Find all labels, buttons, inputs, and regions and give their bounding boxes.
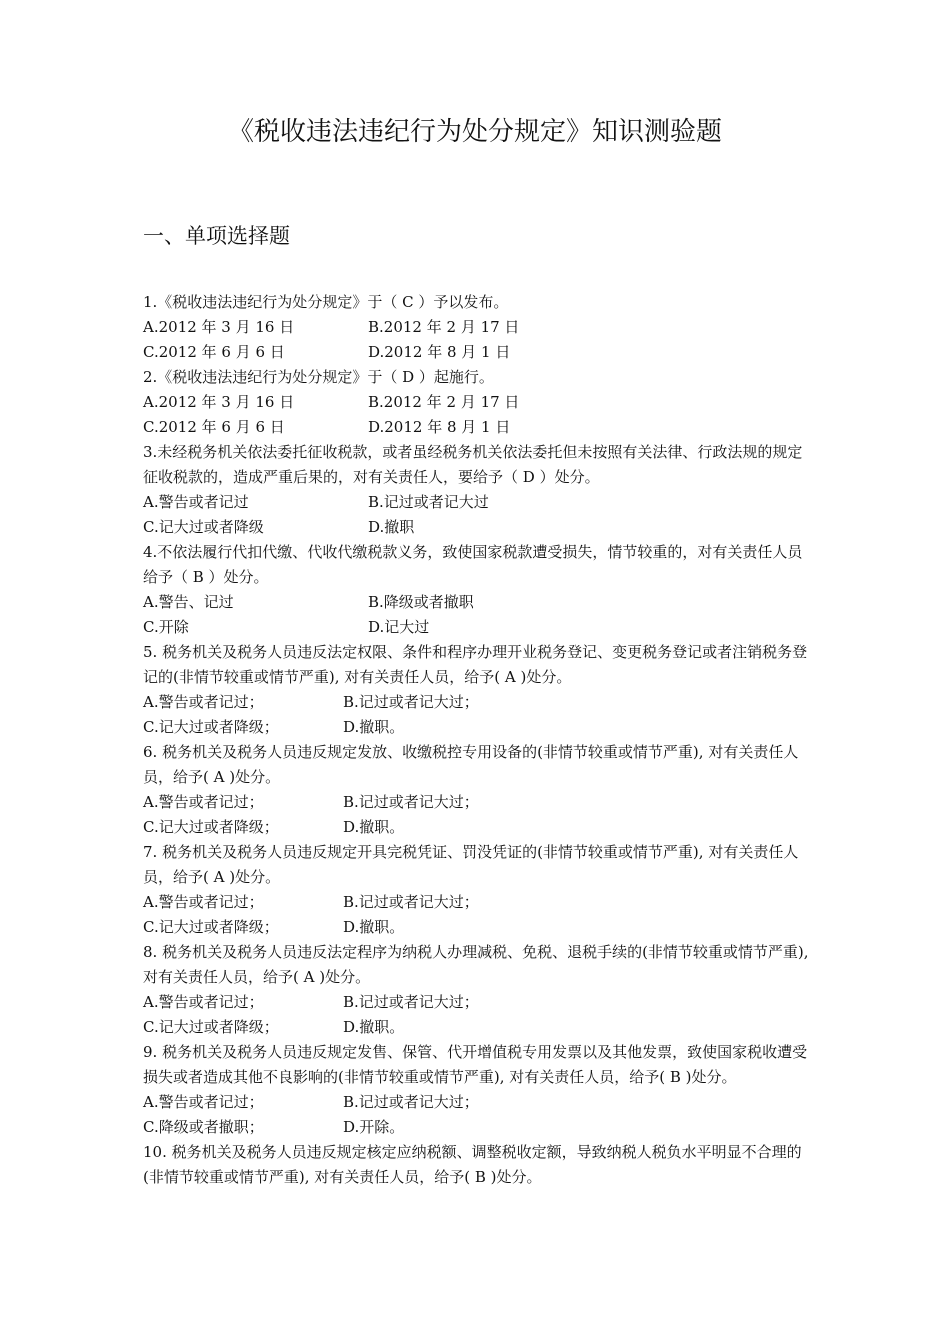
option-row (143, 790, 813, 815)
option-a: A.警告或者记过； (143, 893, 264, 911)
option-d: D.记大过 (368, 618, 430, 636)
option-row (143, 315, 813, 340)
question-item (143, 440, 813, 540)
option-c: C.记大过或者降级； (143, 818, 279, 836)
option-row (143, 915, 813, 940)
question-item (143, 1040, 813, 1140)
option-a: A.警告或者记过； (143, 793, 264, 811)
option-b: B.记过或者记大过； (343, 993, 479, 1011)
page-title: 《税收违法违纪行为处分规定》知识测验题 (227, 117, 722, 147)
option-b: B.降级或者撤职 (368, 593, 474, 611)
question-text: 7. 税务机关及税务人员违反规定开具完税凭证、罚没凭证的(非情节较重或情节严重), 对有关责任人员，给予( A )处分。 (143, 843, 799, 886)
question-text: 9. 税务机关及税务人员违反规定发售、保管、代开增值税专用发票以及其他发票，致使国家税收遭受损失或者造成其他不良影响的(非情节较重或情节严重), 对有关责任人员，给予( B )处分。 (143, 1043, 808, 1086)
option-row (143, 815, 813, 840)
option-c: C.2012 年 6 月 6 日 (143, 418, 285, 436)
option-a: A.警告、记过 (143, 593, 234, 611)
option-row (143, 715, 813, 740)
option-d: D.撤职。 (343, 818, 405, 836)
question-text: 4.不依法履行代扣代缴、代收代缴税款义务，致使国家税款遭受损失，情节较重的，对有关责任人员给予（ B ）处分。 (143, 543, 803, 586)
option-row (143, 515, 813, 540)
question-item (143, 365, 813, 440)
option-row (143, 490, 813, 515)
option-a: A.警告或者记过； (143, 1093, 264, 1111)
option-d: D.开除。 (343, 1118, 405, 1136)
option-row (143, 1115, 813, 1140)
option-c: C.记大过或者降级； (143, 718, 279, 736)
option-row (143, 1090, 813, 1115)
option-a: A.警告或者记过； (143, 993, 264, 1011)
question-text: 1.《税收违法违纪行为处分规定》于（ C ）予以发布。 (143, 293, 509, 311)
option-d: D.2012 年 8 月 1 日 (368, 418, 511, 436)
question-list (143, 290, 813, 1190)
option-a: A.2012 年 3 月 16 日 (143, 318, 295, 336)
option-a: A.警告或者记过； (143, 693, 264, 711)
option-d: D.撤职。 (343, 1018, 405, 1036)
option-row (143, 415, 813, 440)
question-text: 6. 税务机关及税务人员违反规定发放、收缴税控专用设备的(非情节较重或情节严重), 对有关责任人员，给予( A )处分。 (143, 743, 799, 786)
option-c: C.记大过或者降级； (143, 918, 279, 936)
option-row (143, 340, 813, 365)
question-text: 5. 税务机关及税务人员违反法定权限、条件和程序办理开业税务登记、变更税务登记或者注销税务登记的(非情节较重或情节严重), 对有关责任人员，给予( A )处分。 (143, 643, 808, 686)
question-item (143, 1140, 813, 1190)
question-item (143, 540, 813, 640)
option-row (143, 990, 813, 1015)
question-text: 10. 税务机关及税务人员违反规定核定应纳税额、调整税收定额，导致纳税人税负水平明显不合理的(非情节较重或情节严重), 对有关责任人员，给予( B )处分。 (143, 1143, 802, 1186)
option-row (143, 390, 813, 415)
question-text: 2.《税收违法违纪行为处分规定》于（ D ）起施行。 (143, 368, 494, 386)
question-item (143, 840, 813, 940)
option-c: C.开除 (143, 618, 189, 636)
question-item (143, 640, 813, 740)
option-d: D.撤职。 (343, 918, 405, 936)
section-heading: 一、单项选择题 (143, 224, 290, 248)
question-item (143, 740, 813, 840)
option-row (143, 590, 813, 615)
question-item (143, 940, 813, 1040)
option-row (143, 615, 813, 640)
question-text: 8. 税务机关及税务人员违反法定程序为纳税人办理减税、免税、退税手续的(非情节较重或情节严重), 对有关责任人员，给予( A )处分。 (143, 943, 809, 986)
option-b: B.记过或者记大过； (343, 793, 479, 811)
option-b: B.记过或者记大过 (368, 493, 489, 511)
option-d: D.撤职 (368, 518, 415, 536)
option-a: A.2012 年 3 月 16 日 (143, 393, 295, 411)
option-row (143, 890, 813, 915)
option-d: D.撤职。 (343, 718, 405, 736)
option-a: A.警告或者记过 (143, 493, 249, 511)
option-b: B.记过或者记大过； (343, 693, 479, 711)
question-item (143, 290, 813, 365)
option-row (143, 1015, 813, 1040)
option-c: C.2012 年 6 月 6 日 (143, 343, 285, 361)
option-c: C.记大过或者降级 (143, 518, 264, 536)
option-c: C.降级或者撤职； (143, 1118, 264, 1136)
option-c: C.记大过或者降级； (143, 1018, 279, 1036)
option-b: B.记过或者记大过； (343, 893, 479, 911)
option-b: B.记过或者记大过； (343, 1093, 479, 1111)
option-d: D.2012 年 8 月 1 日 (368, 343, 511, 361)
option-row (143, 690, 813, 715)
option-b: B.2012 年 2 月 17 日 (368, 318, 520, 336)
question-text: 3.未经税务机关依法委托征收税款，或者虽经税务机关依法委托但未按照有关法律、行政法规的规定征收税款的，造成严重后果的，对有关责任人，要给予（ D ）处分。 (143, 443, 803, 486)
option-b: B.2012 年 2 月 17 日 (368, 393, 520, 411)
